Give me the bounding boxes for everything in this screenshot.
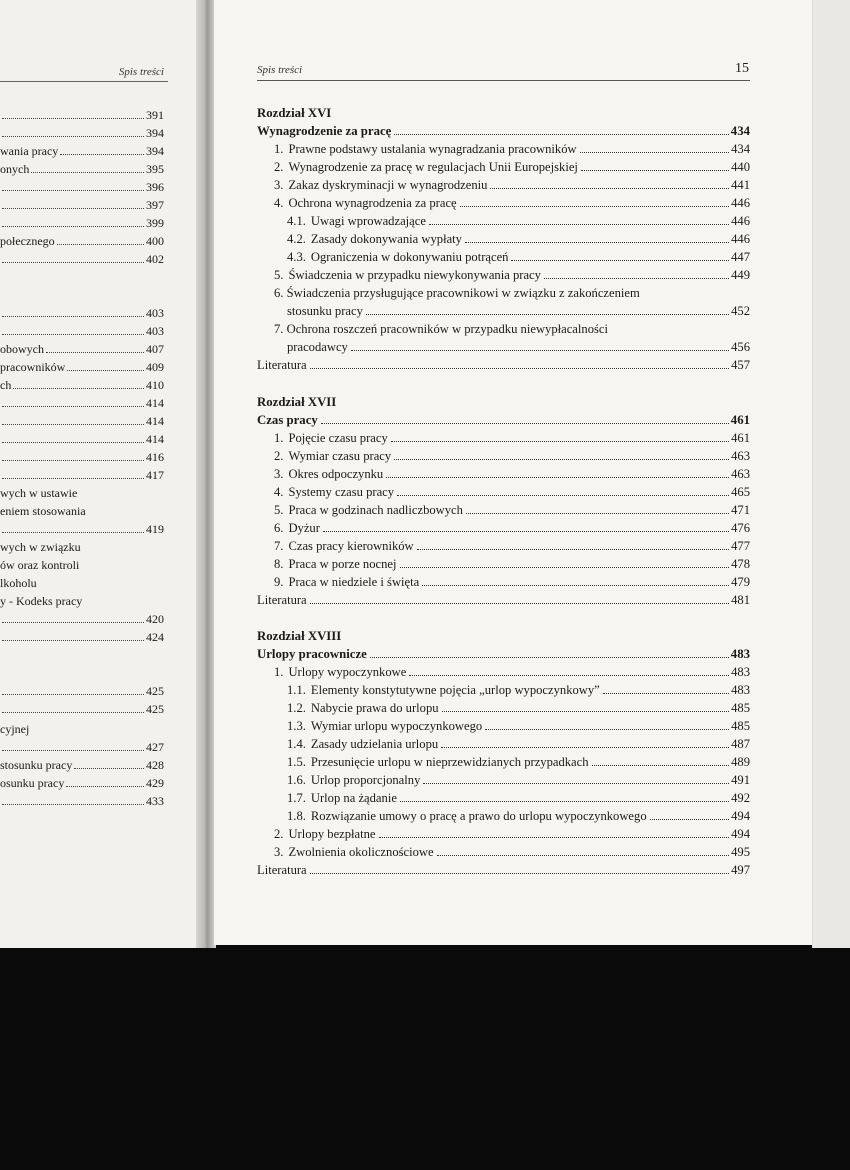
toc-row: pracowników 409 bbox=[0, 360, 164, 374]
chapter-title-row: Wynagrodzenie za pracę 434 bbox=[257, 124, 750, 138]
toc-row bbox=[0, 305, 164, 321]
page-number: 394 bbox=[146, 144, 164, 158]
book-gutter bbox=[196, 0, 216, 948]
page-number: 414 bbox=[146, 432, 164, 446]
toc-row bbox=[0, 395, 164, 411]
toc-row bbox=[0, 521, 164, 537]
toc-entry: 1.4. Zasady udzielania urlopu 487 bbox=[287, 737, 750, 751]
toc-row bbox=[0, 413, 164, 429]
page-number: 396 bbox=[146, 180, 164, 194]
toc-entry: 3. Zakaz dyskryminacji w wynagrodzeniu 441 bbox=[274, 178, 750, 192]
toc-entry: 4.3. Ograniczenia w dokonywaniu potrąceń 447 bbox=[287, 250, 750, 264]
toc-entry: 2. Wynagrodzenie za pracę w regulacjach Unii Europejskiej 440 bbox=[274, 160, 750, 174]
toc-entry: 1.2. Nabycie prawa do urlopu 485 bbox=[287, 701, 750, 715]
page-number: 409 bbox=[146, 360, 164, 374]
toc-entry: 4. Ochrona wynagrodzenia za pracę 446 bbox=[274, 196, 750, 210]
page-number: 403 bbox=[146, 324, 164, 338]
toc-entry: 2. Wymiar czasu pracy 463 bbox=[274, 449, 750, 463]
toc-entry: 9. Praca w niedziele i święta 479 bbox=[274, 575, 750, 589]
page-number: 15 bbox=[735, 61, 749, 76]
toc-entry: 8. Praca w porze nocnej 478 bbox=[274, 557, 750, 571]
toc-row: obowych 407 bbox=[0, 342, 164, 356]
toc-row bbox=[0, 739, 164, 755]
toc-row bbox=[0, 323, 164, 339]
toc-entry: 5. Praca w godzinach nadliczbowych 471 bbox=[274, 503, 750, 517]
toc-row: stosunku pracy 428 bbox=[0, 758, 164, 772]
toc-entry: 3. Okres odpoczynku 463 bbox=[274, 467, 750, 481]
page-number: 425 bbox=[146, 684, 164, 698]
right-page-header: Spis treści bbox=[257, 64, 303, 76]
page-number: 414 bbox=[146, 396, 164, 410]
toc-entry: 1.7. Urlop na żądanie 492 bbox=[287, 791, 750, 805]
toc-row: ch 410 bbox=[0, 378, 164, 392]
toc-row: połecznego 400 bbox=[0, 234, 164, 248]
left-page bbox=[0, 0, 208, 948]
toc-row bbox=[0, 179, 164, 195]
page-number: 424 bbox=[146, 630, 164, 644]
page-number: 394 bbox=[146, 126, 164, 140]
next-page-edge bbox=[812, 0, 850, 948]
toc-row bbox=[0, 701, 164, 717]
toc-entry: 1.8. Rozwiązanie umowy o pracę a prawo do urlopu wypoczynkowego 494 bbox=[287, 809, 750, 823]
toc-entry: 4.1. Uwagi wprowadzające 446 bbox=[287, 214, 750, 228]
toc-row bbox=[0, 611, 164, 627]
toc-text-line: wych w związku bbox=[0, 540, 81, 554]
page-number: 395 bbox=[146, 162, 164, 176]
toc-text-line: cyjnej bbox=[0, 722, 30, 736]
toc-row: wania pracy 394 bbox=[0, 144, 164, 158]
chapter-label: Rozdział XVI bbox=[257, 106, 332, 120]
toc-row bbox=[0, 683, 164, 699]
toc-entry: 6. Świadczenia przysługujące pracownikowi w związku z zakończeniem bbox=[274, 286, 640, 300]
toc-row: onych 395 bbox=[0, 162, 164, 176]
page-number: 407 bbox=[146, 342, 164, 356]
toc-text-line: eniem stosowania bbox=[0, 504, 86, 518]
toc-entry: 3. Zwolnienia okolicznościowe 495 bbox=[274, 845, 750, 859]
toc-row bbox=[0, 449, 164, 465]
page-number: 429 bbox=[146, 776, 164, 790]
page-number: 428 bbox=[146, 758, 164, 772]
chapter-label: Rozdział XVII bbox=[257, 395, 337, 409]
toc-entry: 7. Czas pracy kierowników 477 bbox=[274, 539, 750, 553]
page-number: 425 bbox=[146, 702, 164, 716]
toc-entry-continued: stosunku pracy 452 bbox=[287, 304, 750, 318]
toc-row bbox=[0, 467, 164, 483]
page-number: 417 bbox=[146, 468, 164, 482]
toc-text-line: y - Kodeks pracy bbox=[0, 594, 83, 608]
page-number: 403 bbox=[146, 306, 164, 320]
toc-entry: 2. Urlopy bezpłatne 494 bbox=[274, 827, 750, 841]
page-number: 397 bbox=[146, 198, 164, 212]
chapter-title-row: Czas pracy 461 bbox=[257, 413, 750, 427]
toc-row: osunku pracy 429 bbox=[0, 776, 164, 790]
toc-entry: 5. Świadczenia w przypadku niewykonywania pracy 449 bbox=[274, 268, 750, 282]
toc-entry: 1.5. Przesunięcie urlopu w nieprzewidzianych przypadkach 489 bbox=[287, 755, 750, 769]
toc-entry: 1.3. Wymiar urlopu wypoczynkowego 485 bbox=[287, 719, 750, 733]
toc-row bbox=[0, 125, 164, 141]
page-number: 420 bbox=[146, 612, 164, 626]
toc-entry: 1. Pojęcie czasu pracy 461 bbox=[274, 431, 750, 445]
literature-entry: Literatura 481 bbox=[257, 593, 750, 607]
chapter-label: Rozdział XVIII bbox=[257, 629, 342, 643]
page-number: 419 bbox=[146, 522, 164, 536]
toc-text-line: lkoholu bbox=[0, 576, 37, 590]
toc-row bbox=[0, 629, 164, 645]
page-number: 416 bbox=[146, 450, 164, 464]
page-number: 410 bbox=[146, 378, 164, 392]
page-number: 400 bbox=[146, 234, 164, 248]
right-page bbox=[214, 0, 814, 945]
toc-row bbox=[0, 431, 164, 447]
page-number: 402 bbox=[146, 252, 164, 266]
page-number: 427 bbox=[146, 740, 164, 754]
toc-row bbox=[0, 793, 164, 809]
toc-entry: 1. Prawne podstawy ustalania wynagradzania pracowników 434 bbox=[274, 142, 750, 156]
page-number: 399 bbox=[146, 216, 164, 230]
literature-entry: Literatura 497 bbox=[257, 863, 750, 877]
toc-row bbox=[0, 197, 164, 213]
page-number: 391 bbox=[146, 108, 164, 122]
toc-row bbox=[0, 251, 164, 267]
header-rule bbox=[257, 80, 750, 81]
page-number: 433 bbox=[146, 794, 164, 808]
page-number: 414 bbox=[146, 414, 164, 428]
toc-entry: 4. Systemy czasu pracy 465 bbox=[274, 485, 750, 499]
toc-row bbox=[0, 215, 164, 231]
toc-entry: 4.2. Zasady dokonywania wypłaty 446 bbox=[287, 232, 750, 246]
toc-text-line: ów oraz kontroli bbox=[0, 558, 80, 572]
toc-entry: 7. Ochrona roszczeń pracowników w przypadku niewypłacalności bbox=[274, 322, 608, 336]
toc-entry: 6. Dyżur 476 bbox=[274, 521, 750, 535]
toc-row bbox=[0, 107, 164, 123]
toc-text-line: wych w ustawie bbox=[0, 486, 78, 500]
left-page-header: Spis treści bbox=[118, 66, 164, 78]
header-rule bbox=[0, 81, 168, 82]
scanner-background bbox=[0, 940, 850, 1170]
chapter-title-row: Urlopy pracownicze 483 bbox=[257, 647, 750, 661]
toc-entry-continued: pracodawcy 456 bbox=[287, 340, 750, 354]
toc-entry: 1. Urlopy wypoczynkowe 483 bbox=[274, 665, 750, 679]
toc-entry: 1.1. Elementy konstytutywne pojęcia „urlop wypoczynkowy” 483 bbox=[287, 683, 750, 697]
literature-entry: Literatura 457 bbox=[257, 358, 750, 372]
toc-entry: 1.6. Urlop proporcjonalny 491 bbox=[287, 773, 750, 787]
